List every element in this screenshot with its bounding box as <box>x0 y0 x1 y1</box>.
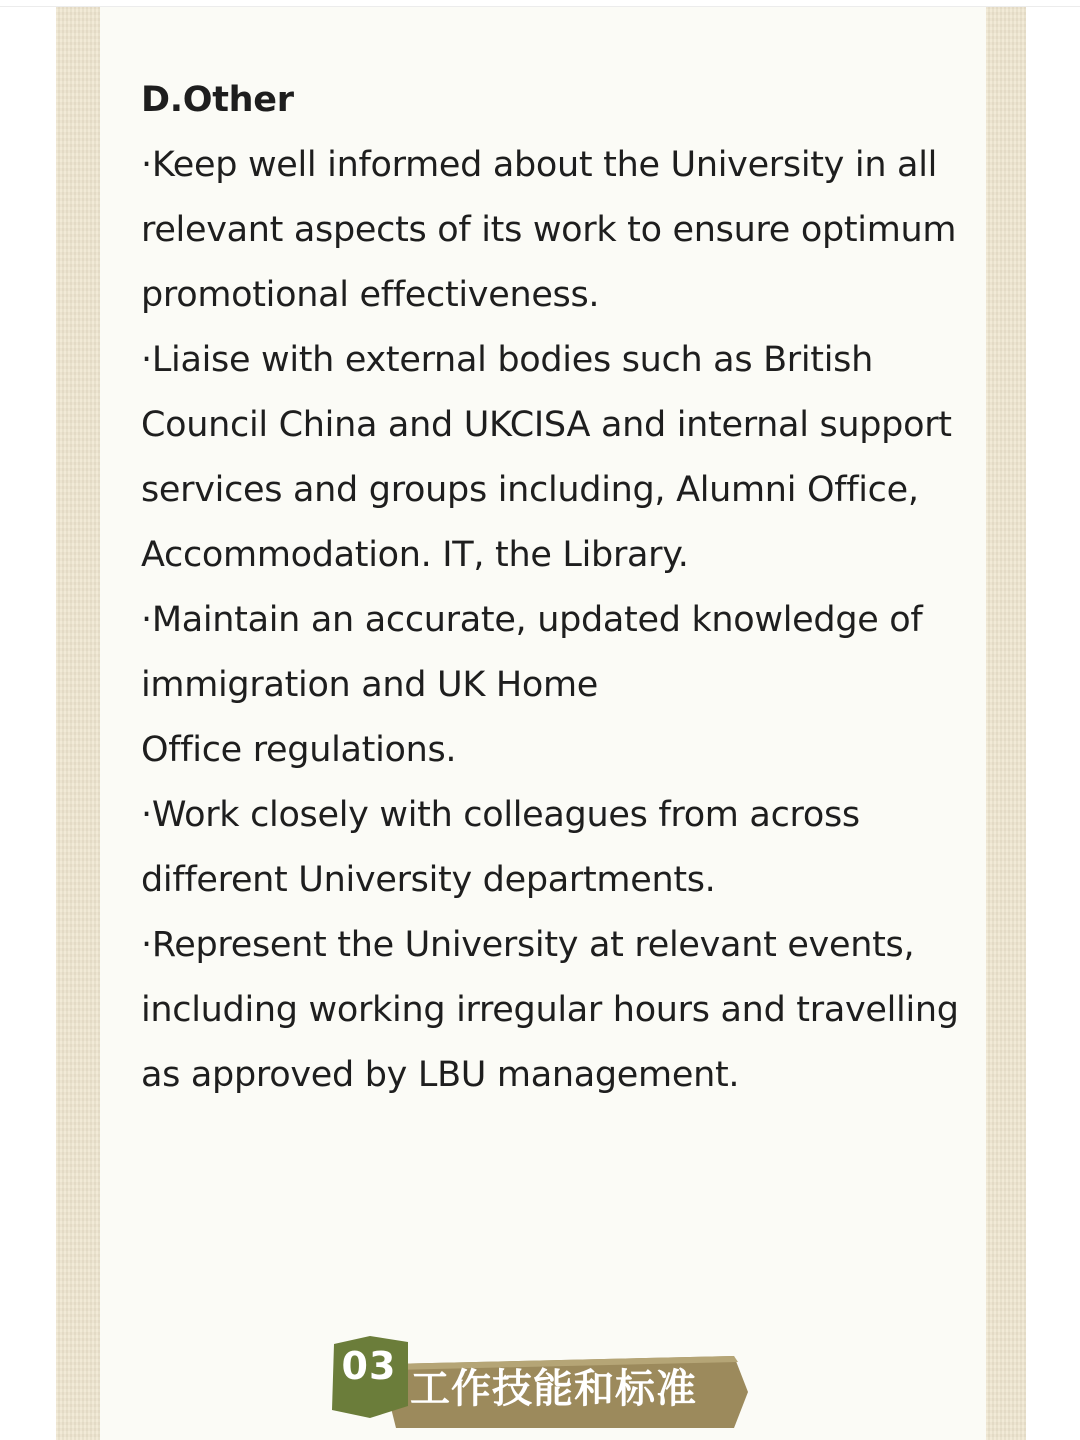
paragraph-represent: ·Represent the University at relevant events, including working irregular hours and travelling as approved by LBU management. <box>141 925 959 1095</box>
badge-title: 工作技能和标准 <box>410 1366 697 1412</box>
paragraph-work-closely: ·Work closely with colleagues from across different University departments. <box>141 795 860 900</box>
section-heading: D.Other <box>141 80 294 120</box>
right-paper-border <box>986 7 1026 1440</box>
paragraph-liaise: ·Liaise with external bodies such as British Council China and UKCISA and internal support services and groups including, Alumni Office, Accommodation. IT, the Library. <box>141 340 952 575</box>
left-paper-border <box>56 7 100 1440</box>
section-content <box>141 68 971 1108</box>
section-badge <box>330 1336 750 1440</box>
paragraph-keep-informed: ·Keep well informed about the University in all relevant aspects of its work to ensure optimum promotional effectiveness. <box>141 145 957 315</box>
badge-number: 03 <box>341 1344 397 1388</box>
paragraph-office-regulations: Office regulations. <box>141 730 457 770</box>
paragraph-maintain-knowledge: ·Maintain an accurate, updated knowledge of immigration and UK Home <box>141 600 923 705</box>
